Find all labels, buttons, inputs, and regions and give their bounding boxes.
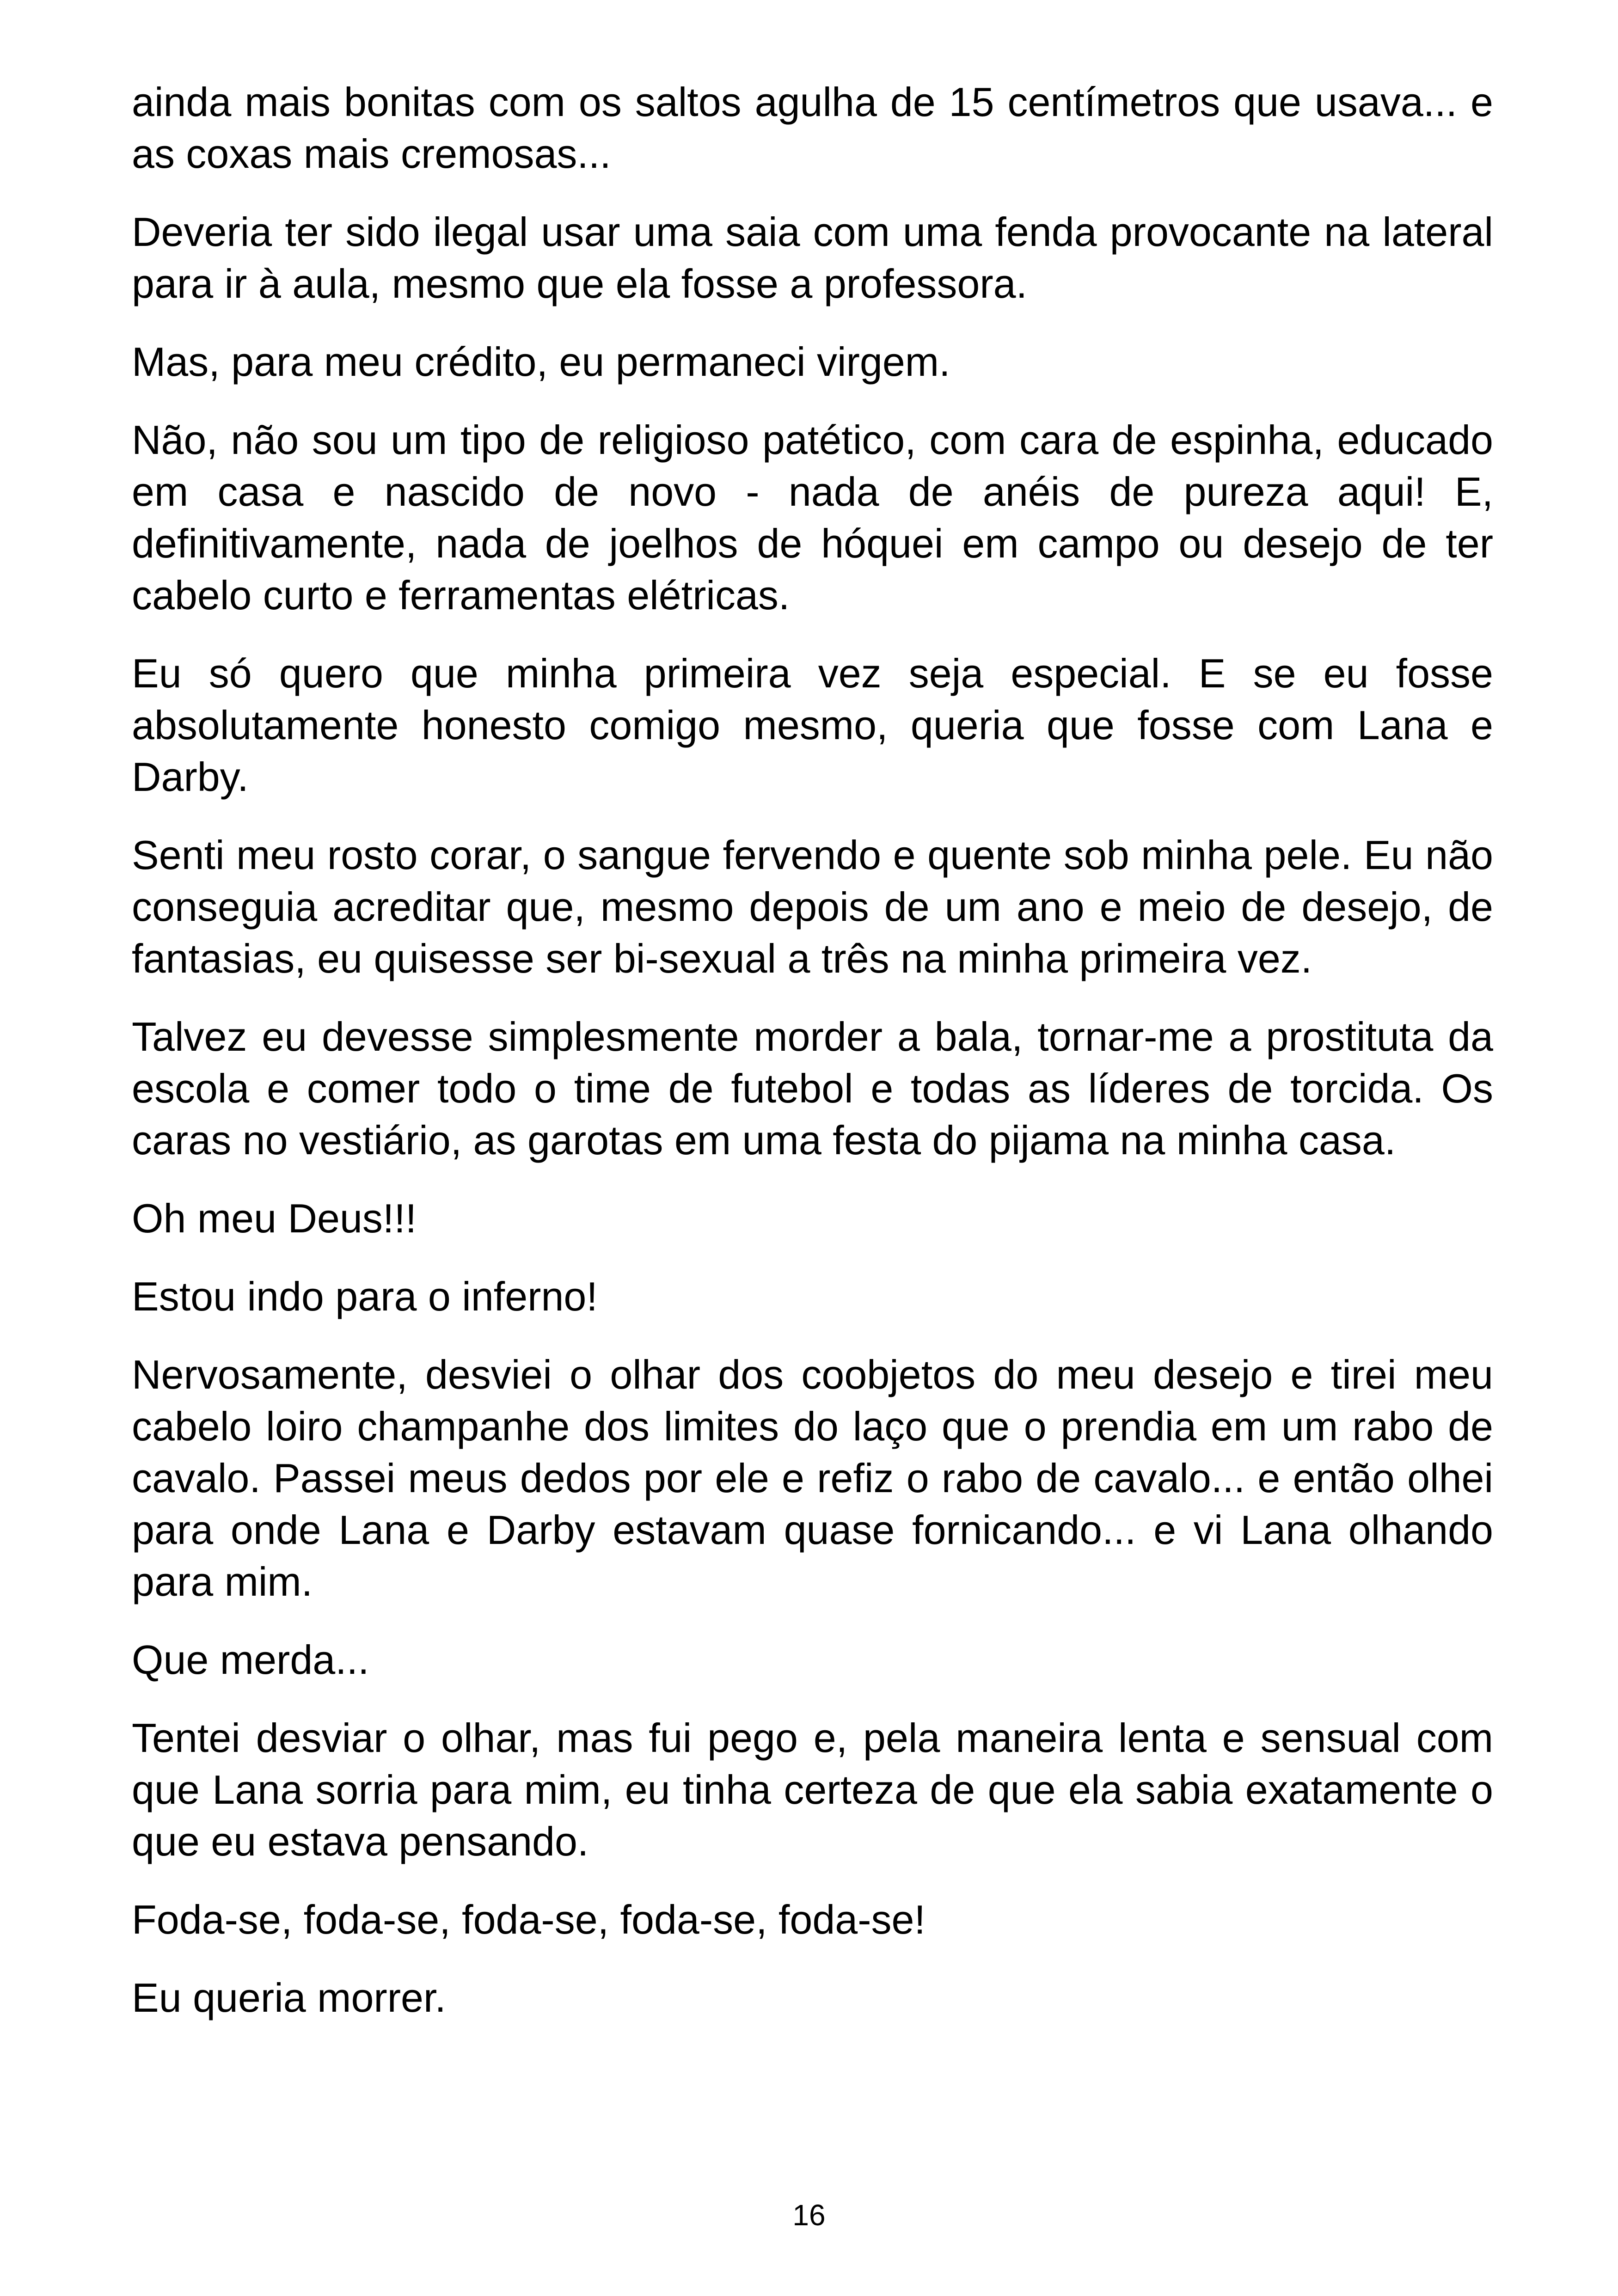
paragraph: ainda mais bonitas com os saltos agulha de 15 centímetros que usava... e as coxas mais cremosas... — [132, 79, 1493, 177]
paragraph: Talvez eu devesse simplesmente morder a bala, tornar-me a prostituta da escola e comer todo o time de futebol e todas as líderes de torcida. Os caras no vestiário, as garotas em uma festa do pijama na minha casa. — [132, 1014, 1493, 1163]
paragraph: Oh meu Deus!!! — [132, 1195, 417, 1241]
paragraph: Foda-se, foda-se, foda-se, foda-se, foda-se! — [132, 1897, 925, 1942]
paragraph: Estou indo para o inferno! — [132, 1274, 598, 1319]
page-number: 16 — [792, 2198, 826, 2232]
paragraph: Nervosamente, desviei o olhar dos coobjetos do meu desejo e tirei meu cabelo loiro champanhe dos limites do laço que o prendia em um rabo de cavalo. Passei meus dedos por ele e refiz o rabo de cavalo... e então olhei para onde Lana e Darby estavam quase fornicando... e vi Lana olhando para mim. — [132, 1352, 1493, 1604]
paragraph: Não, não sou um tipo de religioso patético, com cara de espinha, educado em casa e nascido de novo - nada de anéis de pureza aqui! E, definitivamente, nada de joelhos de hóquei em campo ou desejo de ter cabelo curto e ferramentas elétricas. — [132, 417, 1493, 618]
page-body — [132, 76, 1493, 2050]
paragraph: Senti meu rosto corar, o sangue fervendo e quente sob minha pele. Eu não conseguia acreditar que, mesmo depois de um ano e meio de desejo, de fantasias, eu quisesse ser bi-sexual a três na minha primeira vez. — [132, 832, 1493, 981]
paragraph: Eu só quero que minha primeira vez seja especial. E se eu fosse absolutamente honesto comigo mesmo, queria que fosse com Lana e Darby. — [132, 650, 1493, 800]
paragraph: Que merda... — [132, 1637, 369, 1683]
paragraph: Deveria ter sido ilegal usar uma saia com uma fenda provocante na lateral para ir à aula, mesmo que ela fosse a professora. — [132, 209, 1493, 306]
paragraph: Eu queria morrer. — [132, 1975, 446, 2020]
paragraph: Mas, para meu crédito, eu permaneci virgem. — [132, 339, 950, 385]
paragraph: Tentei desviar o olhar, mas fui pego e, pela maneira lenta e sensual com que Lana sorria para mim, eu tinha certeza de que ela sabia exatamente o que eu estava pensando. — [132, 1715, 1493, 1864]
